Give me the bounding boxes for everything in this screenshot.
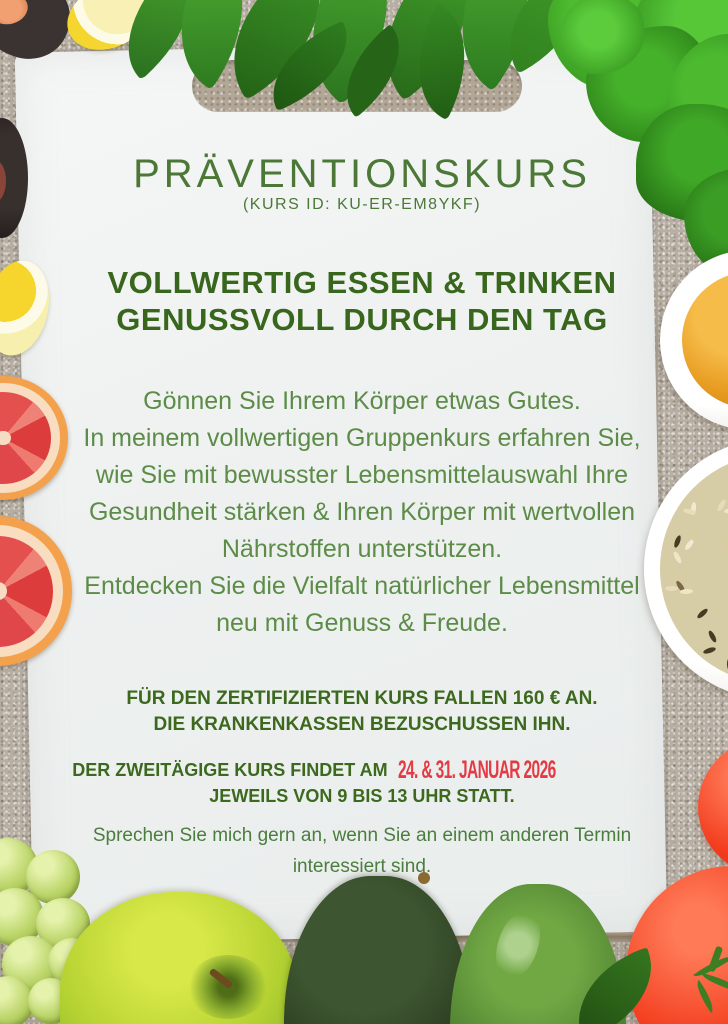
closing-line2: interessiert sind. — [292, 856, 432, 877]
time-info — [30, 784, 694, 808]
price-line2: DIE KRANKENKASSEN BEZUSCHUSSEN IHN. — [153, 714, 571, 735]
description-line: Gönnen Sie Ihrem Körper etwas Gutes. — [143, 387, 581, 415]
date-info — [30, 758, 694, 782]
course-id: (KURS ID: KU-ER-EM8YKF) — [242, 196, 482, 213]
date-prefix: DER ZWEITÄGIGE KURS FINDET AM — [72, 760, 388, 780]
headline-line1: VOLLWERTIG ESSEN & TRINKEN — [107, 265, 617, 300]
course-date: 24. & 31. JANUAR 2026 — [397, 756, 556, 784]
closing-line1: Sprechen Sie mich gern an, wenn Sie an einem anderen Termin — [92, 825, 632, 846]
description-line: Nährstoffen unterstützen. — [221, 535, 503, 563]
description-line: neu mit Genuss & Freude. — [216, 609, 508, 637]
description-line: wie Sie mit bewusster Lebensmittelauswahl Ihre — [95, 461, 629, 489]
tomato-small-icon — [698, 736, 728, 878]
closing-note — [30, 820, 694, 882]
headline-line2: GENUSSVOLL DURCH DEN TAG — [116, 302, 608, 337]
price-line1: FÜR DEN ZERTIFIZIERTEN KURS FALLEN 160 € AN. — [126, 688, 598, 709]
course-description — [30, 383, 694, 642]
description-line: Entdecken Sie die Vielfalt natürlicher Lebensmittel — [84, 572, 640, 600]
description-line: Gesundheit stärken & Ihren Körper mit wertvollen — [88, 498, 636, 526]
description-line: In meinem vollwertigen Gruppenkurs erfahren Sie, — [83, 424, 641, 452]
page-title: PRÄVENTIONSKURS — [133, 152, 591, 196]
course-headline — [30, 264, 694, 338]
price-info — [30, 686, 694, 738]
time-text: JEWEILS VON 9 BIS 13 UHR STATT. — [209, 786, 515, 806]
